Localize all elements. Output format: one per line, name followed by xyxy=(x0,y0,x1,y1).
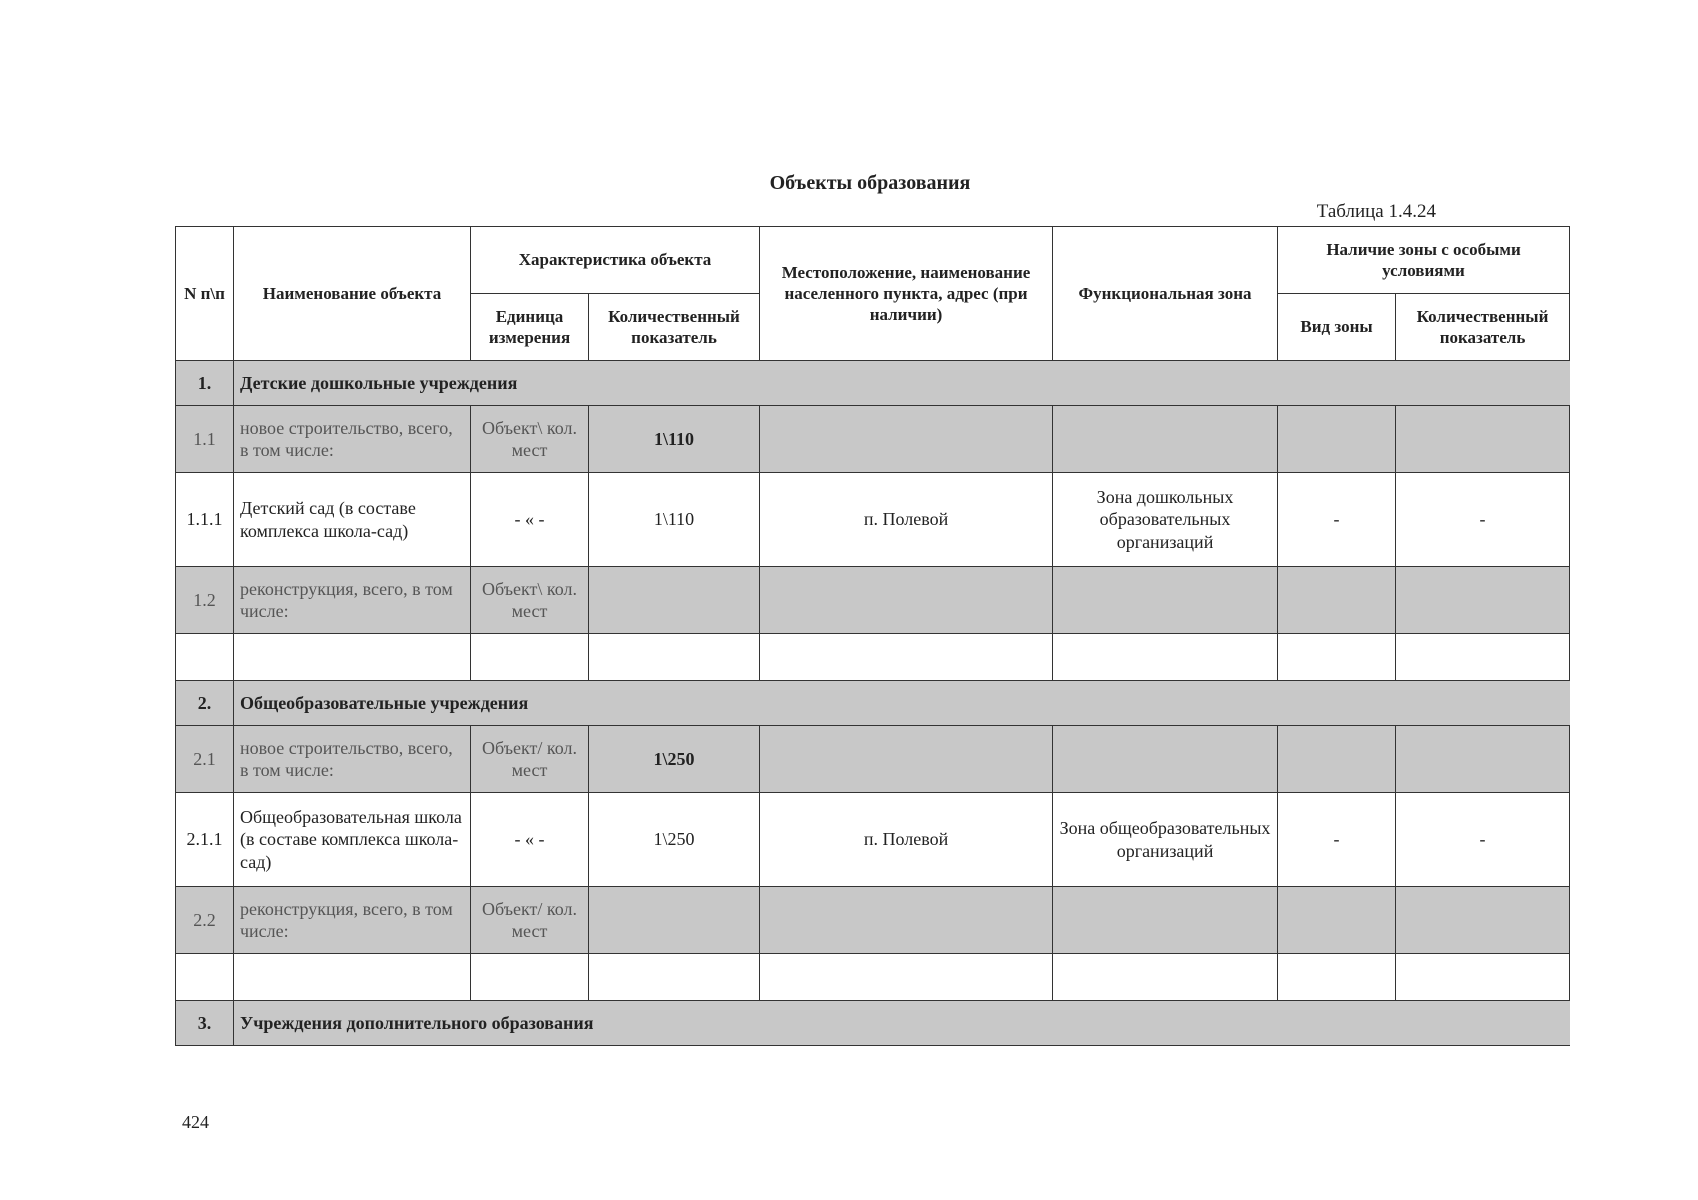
section-title: Общеобразовательные учреждения xyxy=(234,681,1570,726)
header-location: Местоположение, наименование населенного пункта, адрес (при наличии) xyxy=(760,227,1053,361)
header-zone-type: Вид зоны xyxy=(1278,294,1396,361)
row-num: 2.2 xyxy=(176,887,234,954)
header-num: N п\п xyxy=(176,227,234,361)
table-number: Таблица 1.4.24 xyxy=(1316,201,1436,222)
header-unit: Единица измерения xyxy=(471,294,589,361)
section-title: Детские дошкольные учреждения xyxy=(234,361,1570,406)
row-num: 2.1 xyxy=(176,726,234,793)
row-zone-type: - xyxy=(1278,473,1396,567)
table-row xyxy=(176,793,1570,887)
header-row-1 xyxy=(176,227,1570,294)
header-zone-quantity: Количественный показатель xyxy=(1396,294,1570,361)
section-row xyxy=(176,361,1570,406)
empty-row xyxy=(176,634,1570,681)
header-zone: Функциональная зона xyxy=(1053,227,1278,361)
row-zone-quantity: - xyxy=(1396,473,1570,567)
row-quantity: 1\110 xyxy=(654,428,695,449)
row-name: новое строительство, всего, в том числе: xyxy=(234,726,471,793)
section-title: Учреждения дополнительного образования xyxy=(234,1001,1570,1046)
section-row xyxy=(176,1001,1570,1046)
empty-row xyxy=(176,954,1570,1001)
row-unit: Объект\ кол. мест xyxy=(471,567,589,634)
header-quantity: Количественный показатель xyxy=(589,294,760,361)
row-quantity: 1\250 xyxy=(653,748,695,769)
header-name: Наименование объекта xyxy=(234,227,471,361)
row-unit: Объект\ кол. мест xyxy=(471,406,589,473)
row-zone: Зона дошкольных образовательных организаций xyxy=(1053,473,1278,567)
row-num: 1.1 xyxy=(176,406,234,473)
section-num: 1. xyxy=(176,361,234,406)
row-name: Детский сад (в составе комплекса школа-сад) xyxy=(234,473,471,567)
row-unit: - « - xyxy=(471,793,589,887)
row-unit: - « - xyxy=(471,473,589,567)
row-num: 1.2 xyxy=(176,567,234,634)
row-name: Общеобразовательная школа (в составе комплекса школа-сад) xyxy=(234,793,471,887)
row-name: реконструкция, всего, в том числе: xyxy=(234,887,471,954)
row-num: 2.1.1 xyxy=(176,793,234,887)
page-title: Объекты образования xyxy=(769,172,971,194)
row-zone-quantity: - xyxy=(1396,793,1570,887)
row-location: п. Полевой xyxy=(760,473,1053,567)
section-num: 2. xyxy=(176,681,234,726)
section-row xyxy=(176,681,1570,726)
row-quantity: 1\250 xyxy=(589,793,760,887)
table-row xyxy=(176,567,1570,634)
row-location: п. Полевой xyxy=(760,793,1053,887)
table-row xyxy=(176,473,1570,567)
section-num: 3. xyxy=(176,1001,234,1046)
table-row xyxy=(176,887,1570,954)
table-row xyxy=(176,726,1570,793)
row-name: реконструкция, всего, в том числе: xyxy=(234,567,471,634)
row-zone-type: - xyxy=(1278,793,1396,887)
row-unit: Объект/ кол. мест xyxy=(471,726,589,793)
table-row xyxy=(176,406,1570,473)
row-unit: Объект/ кол. мест xyxy=(471,887,589,954)
row-num: 1.1.1 xyxy=(176,473,234,567)
row-name: новое строительство, всего, в том числе: xyxy=(234,406,471,473)
header-special-zone: Наличие зоны с особыми условиями xyxy=(1278,227,1570,294)
page-number: 424 xyxy=(182,1112,209,1132)
row-zone: Зона общеобразовательных организаций xyxy=(1053,793,1278,887)
header-characteristic: Характеристика объекта xyxy=(471,227,760,294)
education-objects-table xyxy=(175,226,1570,1046)
row-quantity: 1\110 xyxy=(589,473,760,567)
